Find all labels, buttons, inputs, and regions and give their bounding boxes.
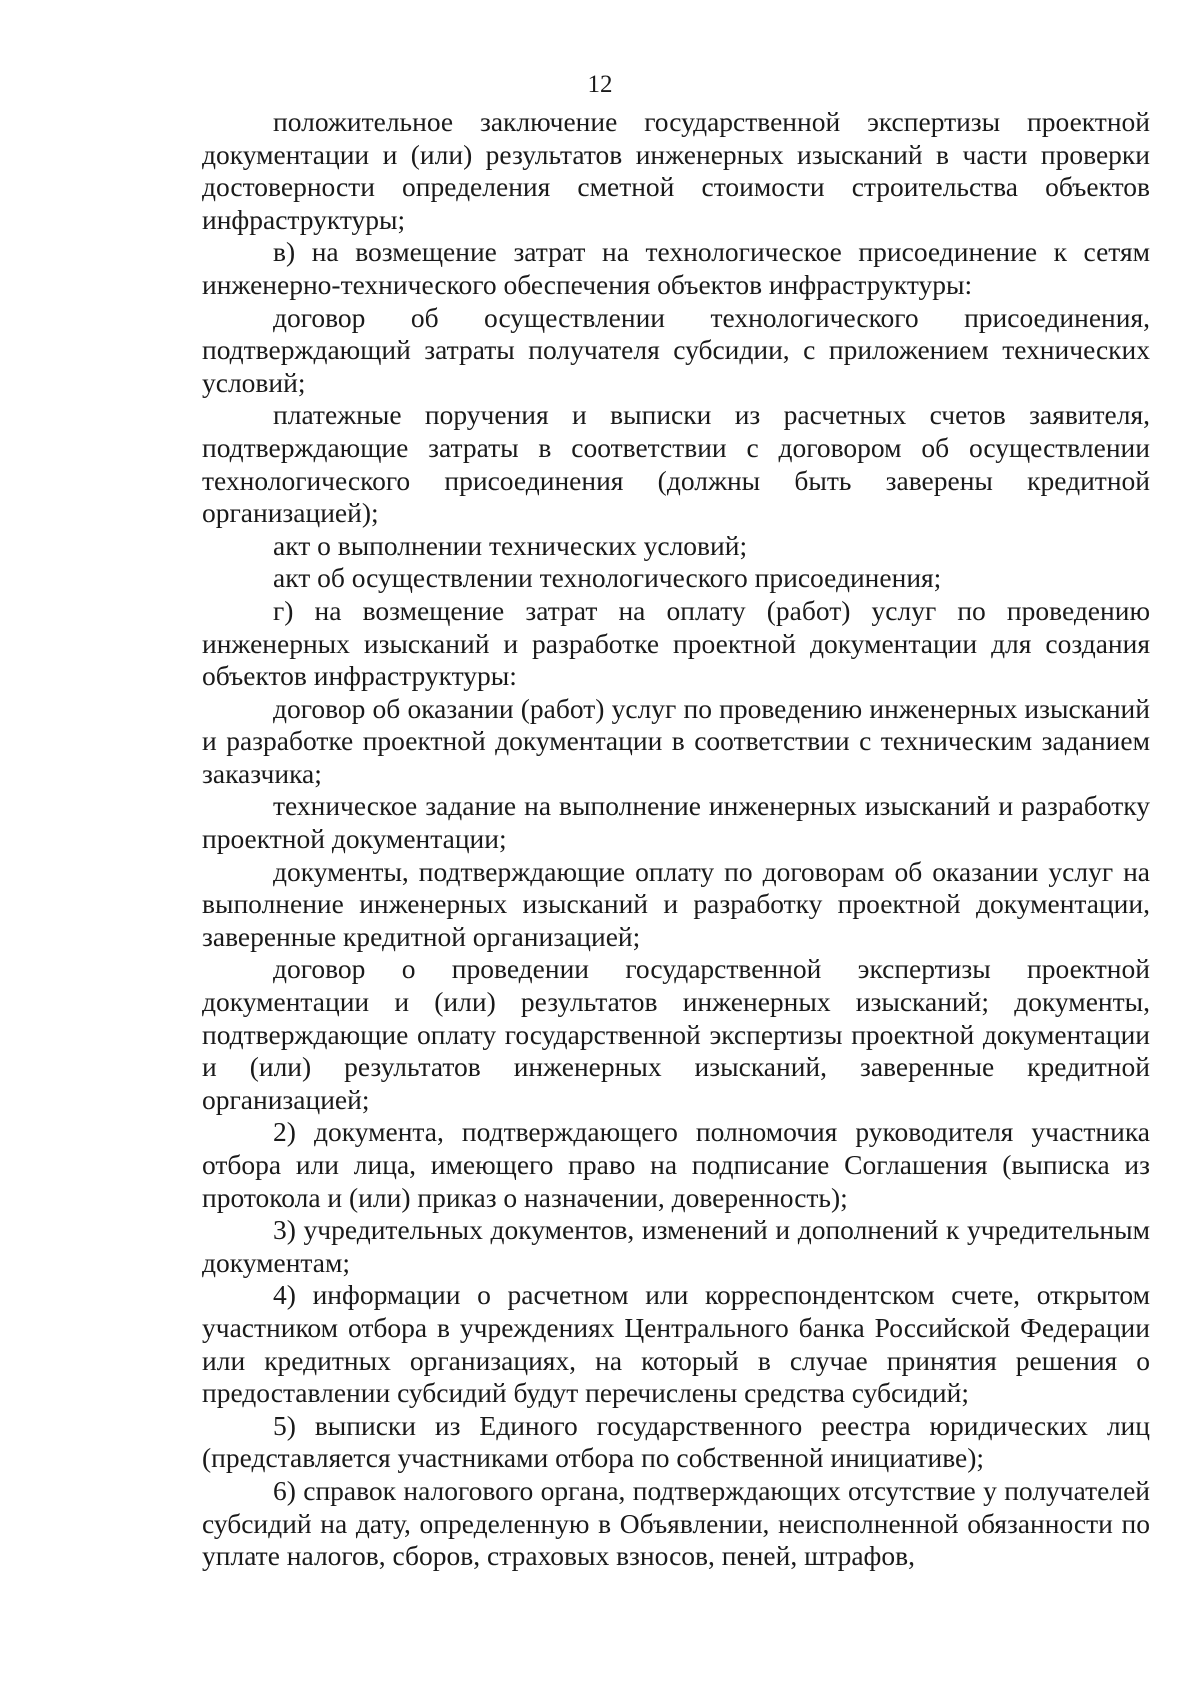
- paragraph: договор об осуществлении технологического присоединения, подтверждающий затраты получателя субсидии, с приложением технических условий;: [202, 301, 1150, 398]
- paragraph: 2) документа, подтверждающего полномочия руководителя участника отбора или лица, имеющего право на подписание Соглашения (выписка из протокола и (или) приказ о назначении, доверенность);: [202, 1116, 1150, 1213]
- paragraph: положительное заключение государственной экспертизы проектной документации и (или) результатов инженерных изысканий в части проверки достоверности определения сметной стоимости строительства объектов инфраструктуры;: [202, 106, 1150, 235]
- paragraph: договор об оказании (работ) услуг по проведению инженерных изысканий и разработке проектной документации в соответствии с техническим заданием заказчика;: [202, 692, 1150, 789]
- paragraph: договор о проведении государственной экспертизы проектной документации и (или) результатов инженерных изысканий; документы, подтверждающие оплату государственной экспертизы проектной документации и (или) результатов инженерных изысканий, заверенные кредитной организацией;: [202, 953, 1150, 1115]
- paragraph: г) на возмещение затрат на оплату (работ) услуг по проведению инженерных изысканий и разработке проектной документации для создания объектов инфраструктуры:: [202, 594, 1150, 692]
- paragraph: акт об осуществлении технологического присоединения;: [273, 562, 942, 594]
- paragraph: 3) учредительных документов, изменений и дополнений к учредительным документам;: [202, 1214, 1150, 1278]
- page-number: 12: [587, 71, 613, 98]
- document-body: [202, 106, 1150, 1573]
- paragraph: акт о выполнении технических условий;: [273, 529, 748, 561]
- paragraph: документы, подтверждающие оплату по договорам об оказании услуг на выполнение инженерных изысканий и разработку проектной документации, заверенные кредитной организацией;: [202, 855, 1150, 952]
- paragraph: в) на возмещение затрат на технологическое присоединение к сетям инженерно-технического обеспечения объектов инфраструктуры:: [202, 236, 1150, 300]
- paragraph: 5) выписки из Единого государственного реестра юридических лиц (представляется участниками отбора по собственной инициативе);: [202, 1409, 1150, 1474]
- paragraph: платежные поручения и выписки из расчетных счетов заявителя, подтверждающие затраты в соответствии с договором об осуществлении технологического присоединения (должны быть заверены кредитной организацией);: [202, 399, 1150, 529]
- paragraph: 4) информации о расчетном или корреспондентском счете, открытом участником отбора в учреждениях Центрального банка Российской Федерации или кредитных организациях, на который в случае принятия решения о предоставлении субсидий будут перечислены средства субсидий;: [202, 1279, 1150, 1409]
- paragraph: 6) справок налогового органа, подтверждающих отсутствие у получателей субсидий на дату, определенную в Объявлении, неисполненной обязанности по уплате налогов, сборов, страховых взносов, пеней, штрафов,: [202, 1474, 1150, 1572]
- paragraph: техническое задание на выполнение инженерных изысканий и разработку проектной документации;: [202, 790, 1150, 855]
